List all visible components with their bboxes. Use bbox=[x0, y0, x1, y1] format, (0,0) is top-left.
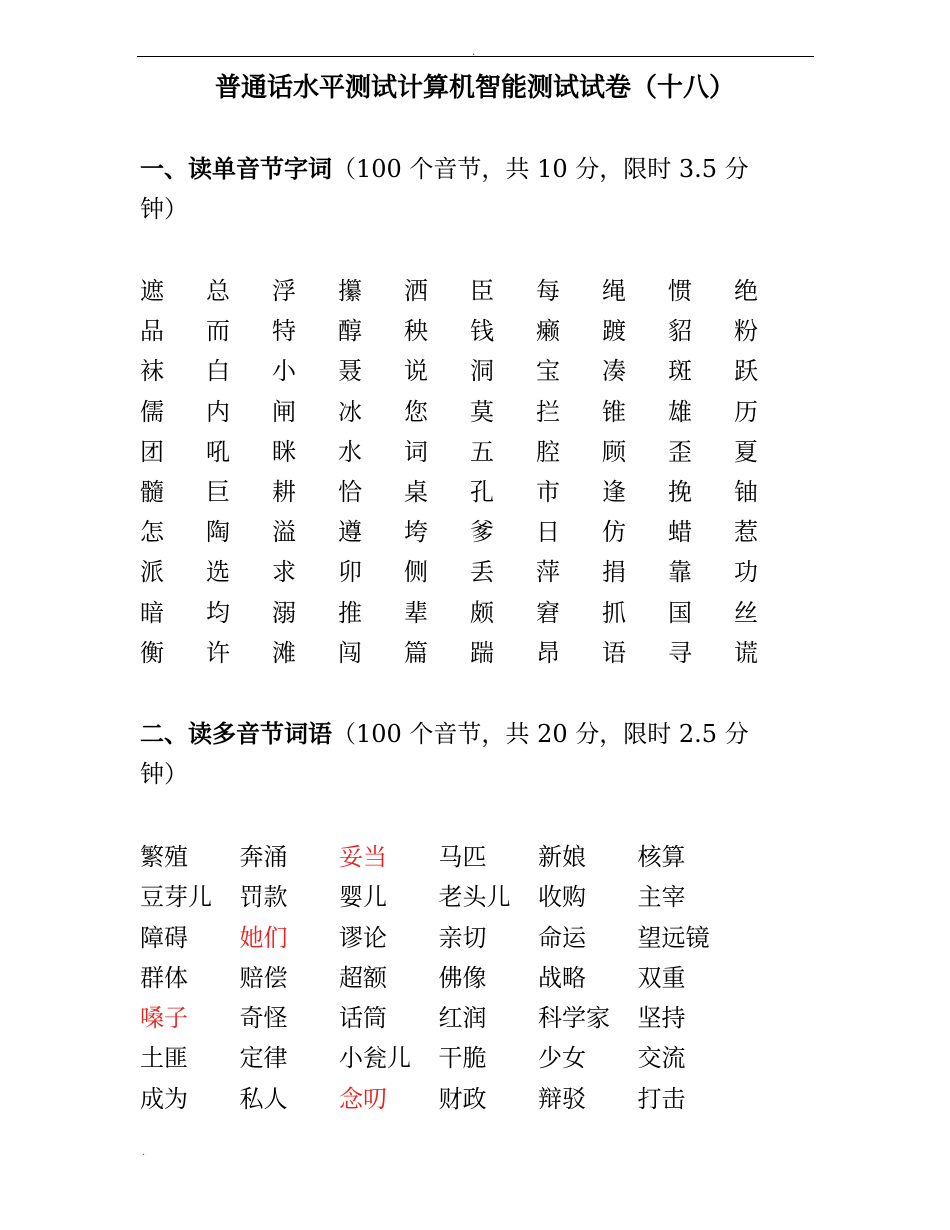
char-cell: 腔 bbox=[536, 437, 560, 466]
char-cell: 昂 bbox=[536, 638, 560, 667]
char-cell: 总 bbox=[206, 277, 230, 305]
word-cell: 马匹 bbox=[438, 843, 487, 871]
char-cell: 白 bbox=[206, 357, 230, 386]
char-cell: 内 bbox=[206, 397, 230, 426]
char-cell: 浮 bbox=[272, 277, 296, 305]
word-cell: 双重 bbox=[637, 963, 686, 992]
word-cell: 科学家 bbox=[538, 1004, 610, 1033]
char-cell: 逢 bbox=[602, 477, 626, 506]
char-cell: 说 bbox=[404, 357, 428, 386]
word-cell: 群体 bbox=[140, 963, 188, 992]
char-cell: 国 bbox=[668, 598, 692, 627]
char-cell: 雄 bbox=[668, 397, 692, 426]
char-cell: 秧 bbox=[404, 317, 428, 346]
header-dot: . bbox=[472, 47, 476, 58]
header-rule bbox=[137, 56, 814, 57]
char-cell: 日 bbox=[536, 518, 560, 547]
char-cell: 仿 bbox=[602, 518, 626, 547]
char-cell: 垮 bbox=[404, 518, 428, 547]
char-cell: 小 bbox=[272, 357, 296, 386]
char-cell: 莫 bbox=[470, 397, 494, 426]
char-cell: 怎 bbox=[140, 518, 164, 547]
word-cell: 核算 bbox=[637, 843, 686, 871]
word-cell: 老头儿 bbox=[438, 883, 511, 912]
char-cell: 洒 bbox=[404, 277, 428, 305]
section2-word-grid bbox=[140, 837, 737, 1119]
char-cell: 功 bbox=[734, 558, 758, 587]
char-cell: 滩 bbox=[272, 638, 296, 667]
char-cell: 抓 bbox=[602, 598, 626, 627]
section1-heading-bold: 一、读单音节字词 bbox=[140, 155, 332, 183]
word-cell: 新娘 bbox=[538, 843, 586, 871]
char-cell: 市 bbox=[536, 477, 560, 506]
char-cell: 蜡 bbox=[668, 518, 692, 547]
section2-heading-bold: 二、读多音节词语 bbox=[140, 720, 332, 748]
char-cell: 惯 bbox=[668, 277, 692, 305]
word-cell: 辩驳 bbox=[538, 1084, 586, 1113]
char-cell: 萍 bbox=[536, 558, 560, 587]
word-cell-highlighted: 她们 bbox=[239, 923, 288, 952]
word-cell: 望远镜 bbox=[637, 923, 710, 952]
char-cell: 跃 bbox=[734, 357, 758, 386]
word-cell: 小瓮儿 bbox=[339, 1044, 411, 1073]
char-cell: 词 bbox=[404, 437, 428, 466]
char-cell: 衡 bbox=[140, 638, 164, 667]
word-cell: 交流 bbox=[637, 1044, 686, 1073]
word-cell: 打击 bbox=[637, 1084, 686, 1113]
char-cell: 醇 bbox=[338, 317, 362, 346]
footer-dot: . bbox=[142, 1147, 146, 1158]
word-cell: 土匪 bbox=[140, 1044, 188, 1073]
char-cell: 耕 bbox=[272, 477, 296, 506]
word-cell: 坚持 bbox=[637, 1004, 686, 1033]
char-cell: 陶 bbox=[206, 518, 230, 547]
char-cell: 挽 bbox=[668, 477, 692, 506]
char-cell: 巨 bbox=[206, 477, 230, 506]
word-cell: 亲切 bbox=[438, 923, 487, 952]
word-cell: 命运 bbox=[538, 923, 586, 952]
word-cell: 私人 bbox=[239, 1084, 288, 1113]
word-cell: 财政 bbox=[438, 1084, 487, 1113]
word-cell: 超额 bbox=[339, 963, 387, 992]
char-cell: 踹 bbox=[470, 638, 494, 667]
char-cell: 儒 bbox=[140, 397, 164, 426]
char-cell: 绝 bbox=[734, 277, 758, 305]
word-cell: 佛像 bbox=[438, 963, 487, 992]
char-cell: 语 bbox=[602, 638, 626, 667]
char-cell: 选 bbox=[206, 558, 230, 587]
char-cell: 癞 bbox=[536, 317, 560, 346]
word-cell-highlighted: 念叨 bbox=[339, 1084, 387, 1113]
word-cell: 话筒 bbox=[339, 1004, 387, 1033]
char-cell: 均 bbox=[206, 598, 230, 627]
char-cell: 卯 bbox=[338, 558, 362, 587]
char-cell: 品 bbox=[140, 317, 164, 346]
char-cell: 貂 bbox=[668, 317, 692, 346]
word-cell-highlighted: 妥当 bbox=[339, 843, 387, 871]
char-cell: 眯 bbox=[272, 437, 296, 466]
word-cell: 红润 bbox=[438, 1004, 487, 1033]
char-cell: 求 bbox=[272, 558, 296, 587]
word-cell: 少女 bbox=[538, 1044, 586, 1073]
section1-heading-note-cont: 钟） bbox=[140, 195, 188, 223]
char-cell: 捐 bbox=[602, 558, 626, 587]
char-cell: 谎 bbox=[734, 638, 758, 667]
word-cell: 赔偿 bbox=[239, 963, 288, 992]
word-cell: 障碍 bbox=[140, 923, 188, 952]
word-cell: 干脆 bbox=[438, 1044, 487, 1073]
char-cell: 歪 bbox=[668, 437, 692, 466]
char-cell: 袜 bbox=[140, 357, 164, 386]
char-cell: 寻 bbox=[668, 638, 692, 667]
word-cell: 收购 bbox=[538, 883, 586, 912]
word-cell: 谬论 bbox=[339, 923, 387, 952]
char-cell: 踱 bbox=[602, 317, 626, 346]
word-cell: 豆芽儿 bbox=[140, 883, 212, 912]
word-cell: 战略 bbox=[538, 963, 586, 992]
char-cell: 冰 bbox=[338, 397, 362, 426]
char-cell: 爹 bbox=[470, 518, 494, 547]
char-cell: 遮 bbox=[140, 277, 164, 305]
char-cell: 攥 bbox=[338, 277, 362, 305]
page-title: 普通话水平测试计算机智能测试试卷（十八） bbox=[214, 73, 735, 103]
char-cell: 溢 bbox=[272, 518, 296, 547]
char-cell: 闯 bbox=[338, 638, 362, 667]
char-cell: 拦 bbox=[536, 397, 560, 426]
char-cell: 窘 bbox=[536, 598, 560, 627]
word-cell: 婴儿 bbox=[339, 883, 387, 912]
char-cell: 斑 bbox=[668, 357, 692, 386]
word-cell: 繁殖 bbox=[140, 843, 188, 871]
char-cell: 丢 bbox=[470, 558, 494, 587]
char-cell: 而 bbox=[206, 317, 230, 346]
char-cell: 特 bbox=[272, 317, 296, 346]
char-cell: 侧 bbox=[404, 558, 428, 587]
char-cell: 闸 bbox=[272, 397, 296, 426]
char-cell: 推 bbox=[338, 598, 362, 627]
char-cell: 孔 bbox=[470, 477, 494, 506]
section2-heading-note: （100 个音节，共 20 分，限时 2.5 分 bbox=[332, 720, 749, 748]
char-cell: 恰 bbox=[338, 477, 362, 506]
char-cell: 溺 bbox=[272, 598, 296, 627]
char-cell: 派 bbox=[140, 558, 164, 587]
char-cell: 洞 bbox=[470, 357, 494, 386]
char-cell: 暗 bbox=[140, 598, 164, 627]
char-cell: 聂 bbox=[338, 357, 362, 386]
char-cell: 颇 bbox=[470, 598, 494, 627]
char-cell: 您 bbox=[404, 397, 428, 426]
char-cell: 团 bbox=[140, 437, 164, 466]
word-cell-highlighted: 嗓子 bbox=[140, 1004, 188, 1033]
char-cell: 每 bbox=[536, 277, 560, 305]
char-cell: 粉 bbox=[734, 317, 758, 346]
section1-heading-note: （100 个音节，共 10 分，限时 3.5 分 bbox=[332, 155, 749, 183]
char-cell: 辈 bbox=[404, 598, 428, 627]
word-cell: 罚款 bbox=[239, 883, 288, 912]
char-cell: 铀 bbox=[734, 477, 758, 506]
word-cell: 定律 bbox=[239, 1044, 288, 1073]
char-cell: 五 bbox=[470, 437, 494, 466]
char-cell: 遵 bbox=[338, 518, 362, 547]
char-cell: 惹 bbox=[734, 518, 758, 547]
char-cell: 凑 bbox=[602, 357, 626, 386]
word-cell: 主宰 bbox=[637, 883, 686, 912]
char-cell: 靠 bbox=[668, 558, 692, 587]
word-cell: 奇怪 bbox=[239, 1004, 288, 1033]
section1-heading bbox=[140, 149, 800, 229]
char-cell: 丝 bbox=[734, 598, 758, 627]
word-cell: 奔涌 bbox=[239, 843, 288, 871]
char-cell: 钱 bbox=[470, 317, 494, 346]
char-cell: 绳 bbox=[602, 277, 626, 305]
section1-char-grid bbox=[140, 271, 800, 673]
char-cell: 桌 bbox=[404, 477, 428, 506]
char-cell: 夏 bbox=[734, 437, 758, 466]
char-cell: 吼 bbox=[206, 437, 230, 466]
char-cell: 宝 bbox=[536, 357, 560, 386]
char-cell: 锥 bbox=[602, 397, 626, 426]
char-cell: 臣 bbox=[470, 277, 494, 305]
section2-heading bbox=[140, 714, 800, 794]
section2-heading-note-cont: 钟） bbox=[140, 760, 188, 788]
char-cell: 髓 bbox=[140, 477, 164, 506]
char-cell: 水 bbox=[338, 437, 362, 466]
char-cell: 篇 bbox=[404, 638, 428, 667]
char-cell: 历 bbox=[734, 397, 758, 426]
char-cell: 许 bbox=[206, 638, 230, 667]
char-cell: 顾 bbox=[602, 437, 626, 466]
word-cell: 成为 bbox=[140, 1084, 188, 1113]
